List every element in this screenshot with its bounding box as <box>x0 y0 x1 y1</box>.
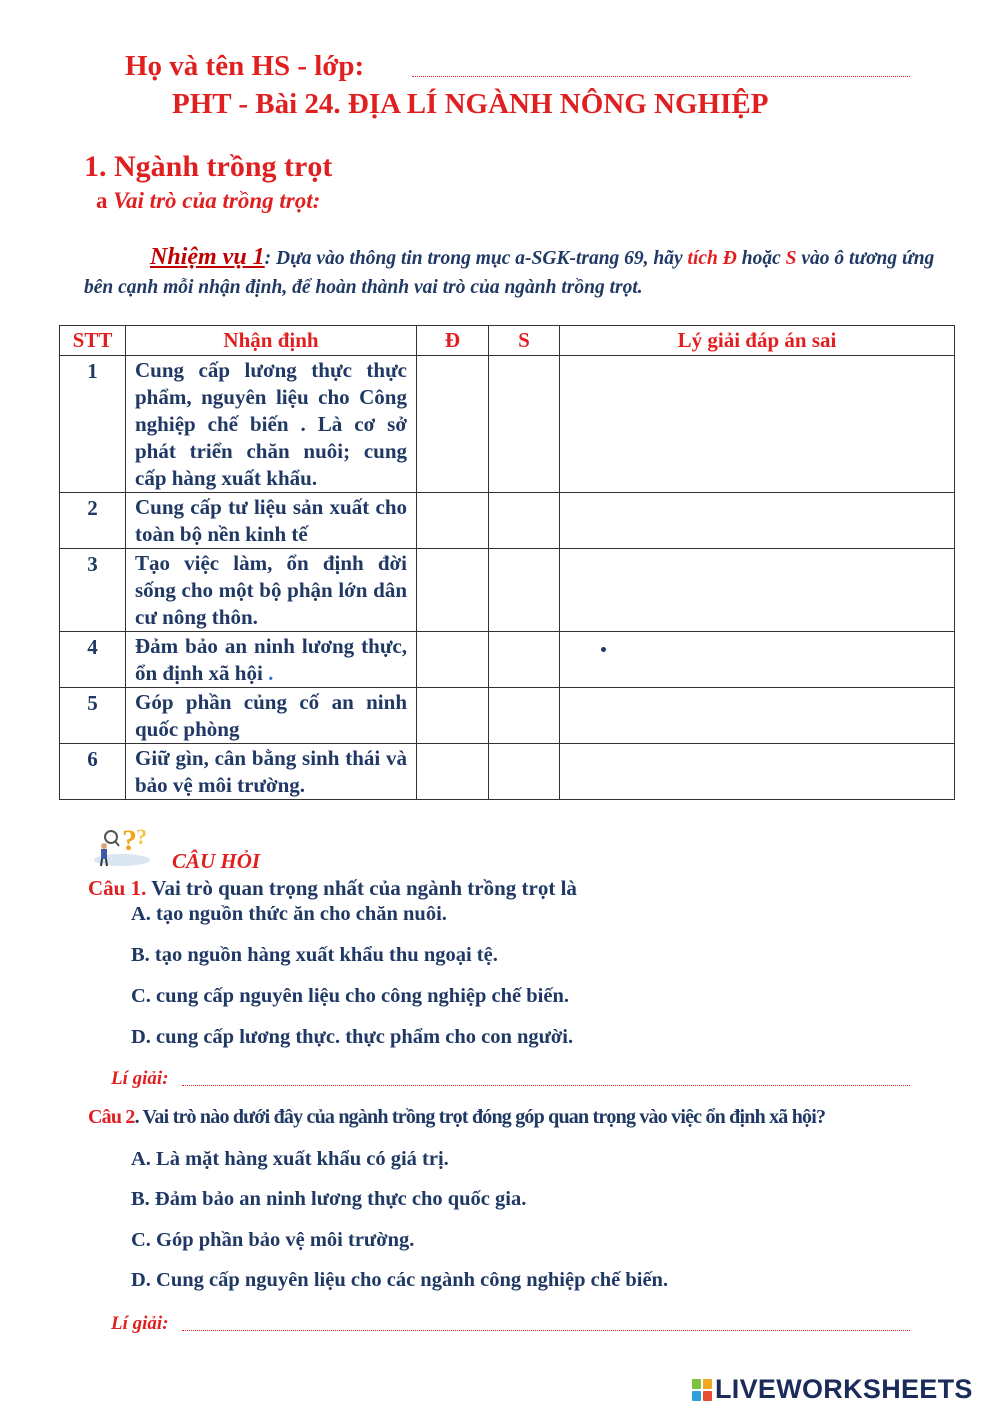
explanation-cell[interactable] <box>560 688 955 744</box>
questions-heading: CÂU HỎI <box>172 849 261 873</box>
task-text-2: hoặc <box>736 248 786 269</box>
table-row <box>60 688 955 744</box>
true-answer-cell[interactable] <box>417 549 489 632</box>
task-text-1: : Dựa vào thông tin trong mục a-SGK-trang 69, hãy <box>264 248 688 269</box>
question-1 <box>88 876 577 901</box>
true-answer-cell[interactable] <box>417 632 489 688</box>
q1-explanation-label: Lí giải: <box>111 1068 169 1089</box>
subsection-letter: a <box>96 188 108 213</box>
table-row <box>60 493 955 549</box>
logo-text: LIVEWORKSHEETS <box>715 1374 973 1404</box>
row-statement: Góp phần củng cố an ninh quốc phòng <box>126 688 417 744</box>
question-thinking-icon <box>92 820 162 868</box>
q2-option-b[interactable]: B. Đảm bảo an ninh lương thực cho quốc gia. <box>131 1188 527 1210</box>
worksheet-title: PHT - Bài 24. ĐỊA LÍ NGÀNH NÔNG NGHIỆP <box>172 88 769 120</box>
true-answer-cell[interactable] <box>417 688 489 744</box>
liveworksheets-logo-icon <box>692 1379 712 1401</box>
row-number: 3 <box>60 549 126 632</box>
false-answer-cell[interactable] <box>489 493 560 549</box>
row-statement-text: Đảm bảo an ninh lương thực, ổn định xã hội <box>135 634 407 685</box>
false-answer-cell[interactable] <box>489 632 560 688</box>
q2-option-a[interactable]: A. Là mặt hàng xuất khẩu có giá trị. <box>131 1148 449 1170</box>
table-row <box>60 744 955 800</box>
q2-option-c[interactable]: C. Góp phần bảo vệ môi trường. <box>131 1229 415 1251</box>
explanation-cell[interactable] <box>560 632 955 688</box>
task-text-s: S <box>785 248 797 269</box>
table-row <box>60 549 955 632</box>
subsection-heading <box>96 188 320 214</box>
header-explanation: Lý giải đáp án sai <box>560 326 955 356</box>
table-row <box>60 632 955 688</box>
section-title: 1. Ngành trồng trọt <box>84 150 333 183</box>
table-header-row <box>60 326 955 356</box>
row-number: 1 <box>60 356 126 493</box>
q1-option-a[interactable]: A. tạo nguồn thức ăn cho chăn nuôi. <box>131 903 447 925</box>
explanation-cell[interactable] <box>560 493 955 549</box>
q1-option-b[interactable]: B. tạo nguồn hàng xuất khẩu thu ngoại tệ. <box>131 944 498 966</box>
false-answer-cell[interactable] <box>489 688 560 744</box>
explanation-cell[interactable] <box>560 356 955 493</box>
statement-table <box>59 325 955 800</box>
q1-option-d[interactable]: D. cung cấp lương thực. thực phẩm cho con người. <box>131 1026 574 1048</box>
true-answer-cell[interactable] <box>417 356 489 493</box>
row-number: 4 <box>60 632 126 688</box>
header-false: S <box>489 326 560 356</box>
row-statement <box>126 632 417 688</box>
false-answer-cell[interactable] <box>489 744 560 800</box>
true-answer-cell[interactable] <box>417 744 489 800</box>
false-answer-cell[interactable] <box>489 549 560 632</box>
question-1-text: Vai trò quan trọng nhất của ngành trồng trọt là <box>146 876 577 900</box>
explanation-cell[interactable] <box>560 549 955 632</box>
student-name-input-line[interactable] <box>412 76 910 77</box>
question-2-text: . Vai trò nào dưới đây của ngành trồng trọt đóng góp quan trọng vào việc ổn định xã hội? <box>134 1106 826 1128</box>
svg-text:?: ? <box>122 824 137 857</box>
task-instruction <box>84 243 964 302</box>
question-1-label: Câu 1. <box>88 876 147 900</box>
header-statement: Nhận định <box>126 326 417 356</box>
question-2-label: Câu 2 <box>88 1106 135 1128</box>
row-number: 5 <box>60 688 126 744</box>
liveworksheets-logo <box>692 1374 973 1405</box>
task-text-3: vào ô tương ứng bên cạnh mỗi nhận định, để hoàn thành vai trò của ngành trồng trọt. <box>84 248 935 298</box>
question-2 <box>88 1106 825 1129</box>
row-statement: Giữ gìn, cân bằng sinh thái và bảo vệ môi trường. <box>126 744 417 800</box>
subsection-title: Vai trò của trồng trọt: <box>113 188 321 213</box>
row-number: 6 <box>60 744 126 800</box>
row-statement: Cung cấp tư liệu sản xuất cho toàn bộ nền kinh tế <box>126 493 417 549</box>
table-row <box>60 356 955 493</box>
row-number: 2 <box>60 493 126 549</box>
q2-option-d[interactable]: D. Cung cấp nguyên liệu cho các ngành công nghiệp chế biến. <box>131 1269 669 1291</box>
task-text-highlight: tích Đ <box>687 248 737 269</box>
student-name-label: Họ và tên HS - lớp: <box>125 50 365 82</box>
explanation-cell[interactable] <box>560 744 955 800</box>
header-true: Đ <box>417 326 489 356</box>
true-answer-cell[interactable] <box>417 493 489 549</box>
svg-text:?: ? <box>136 824 147 849</box>
row-statement: Tạo việc làm, ổn định đời sống cho một bộ phận lớn dân cư nông thôn. <box>126 549 417 632</box>
header-stt: STT <box>60 326 126 356</box>
false-answer-cell[interactable] <box>489 356 560 493</box>
q2-explanation-line[interactable] <box>182 1330 910 1331</box>
row-statement-tail: . <box>262 661 274 685</box>
q1-option-c[interactable]: C. cung cấp nguyên liệu cho công nghiệp chế biến. <box>131 985 569 1007</box>
row-statement: Cung cấp lương thực thực phẩm, nguyên liệu cho Công nghiệp chế biến . Là cơ sở phát triển chăn nuôi; cung cấp hàng xuất khẩu. <box>126 356 417 493</box>
bullet-dot <box>601 647 606 652</box>
q1-explanation-line[interactable] <box>182 1085 910 1086</box>
task-label: Nhiệm vụ 1 <box>150 244 265 270</box>
q2-explanation-label: Lí giải: <box>111 1313 169 1334</box>
